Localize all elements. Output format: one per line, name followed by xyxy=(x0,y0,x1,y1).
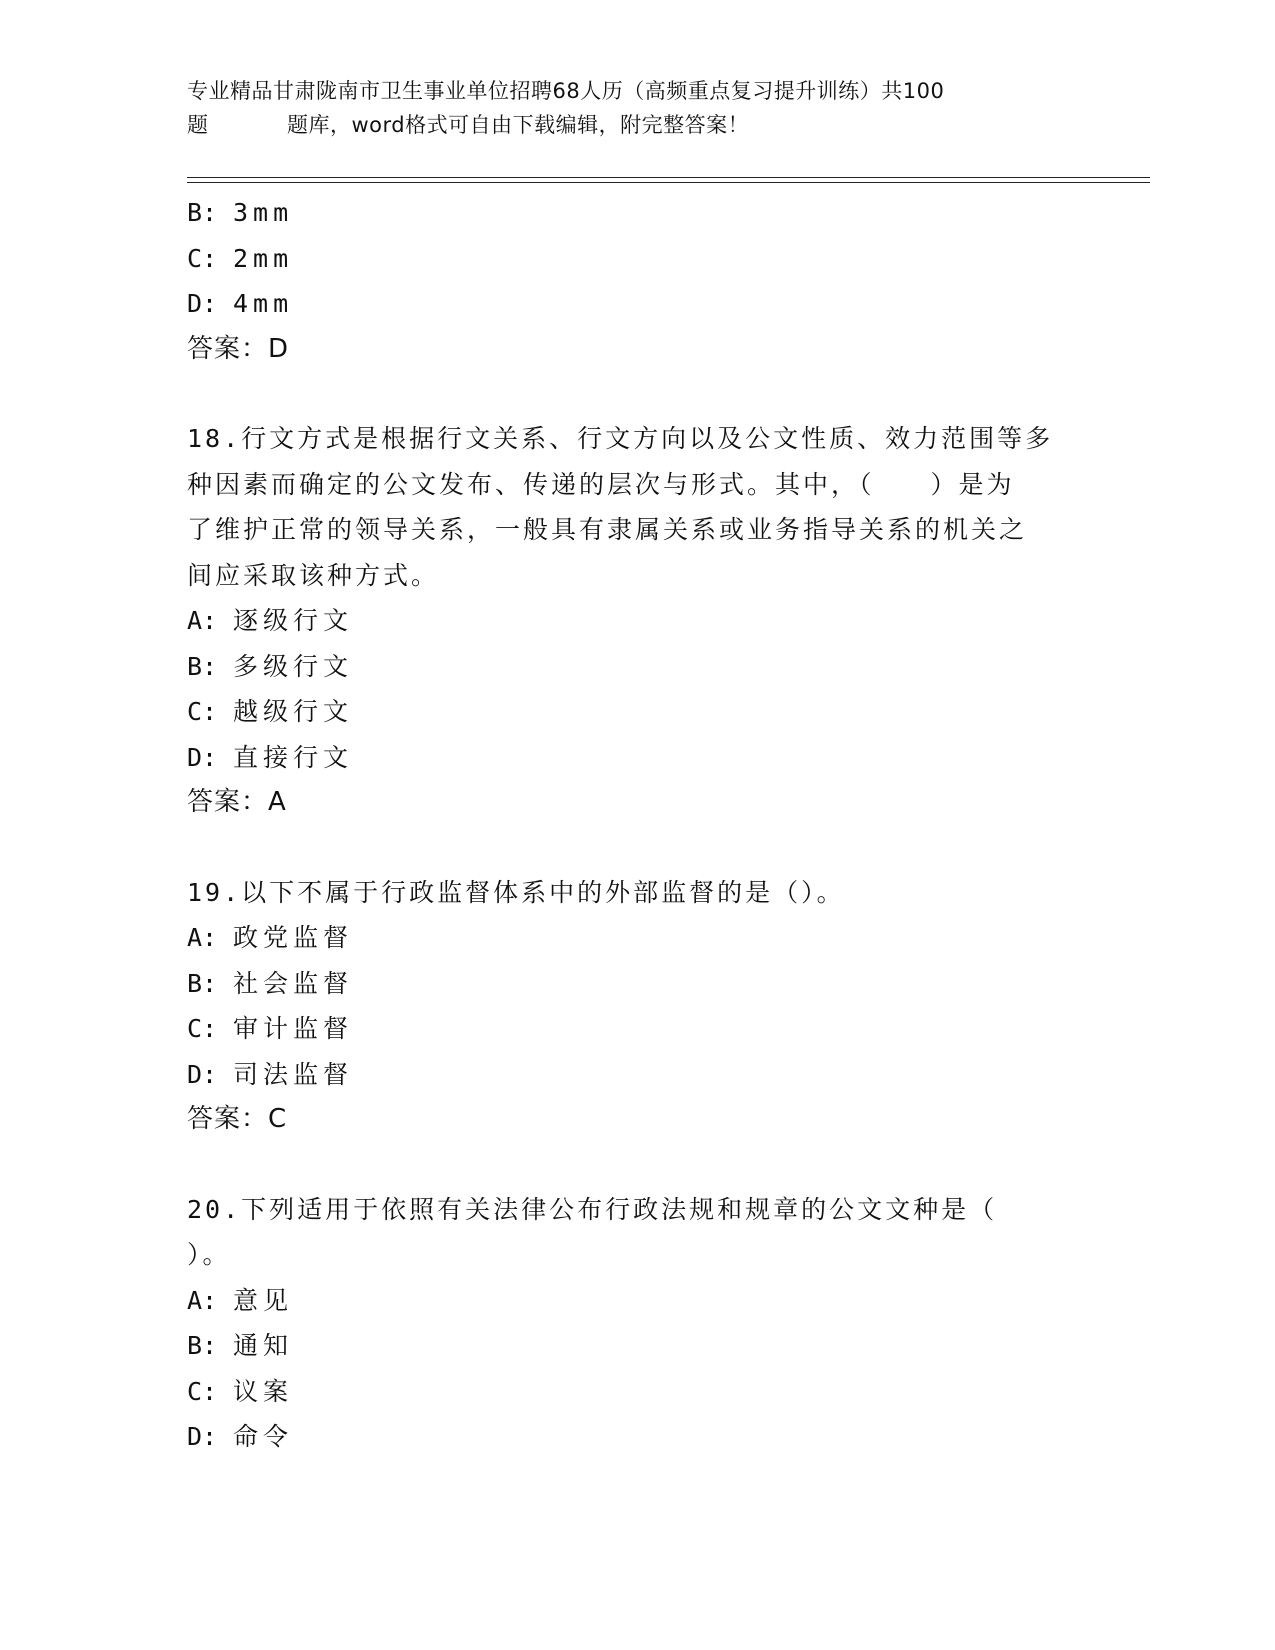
question-20-options xyxy=(187,1278,1087,1460)
question-17-answer: 答案：D xyxy=(187,333,290,364)
option-c xyxy=(187,1006,1087,1052)
option-letter: A: xyxy=(187,606,218,635)
option-letter: D: xyxy=(187,289,218,318)
question-19-answer: 答案：C xyxy=(187,1104,288,1134)
option-c xyxy=(187,1369,1087,1415)
option-c xyxy=(187,689,1087,735)
option-letter: B: xyxy=(187,1331,218,1360)
option-letter: D: xyxy=(187,1059,218,1089)
question-line: 20.下列适用于依照有关法律公布行政法规和规章的公文文种是（ xyxy=(187,1194,998,1224)
option-text: 3mm xyxy=(233,198,294,227)
option-text: 直接行文 xyxy=(233,742,354,772)
option-text: 通知 xyxy=(233,1331,294,1360)
option-d xyxy=(187,1052,1087,1098)
question-20-stem xyxy=(187,1187,1087,1278)
document-header xyxy=(187,74,1067,142)
option-b xyxy=(187,190,1087,236)
option-text: 4mm xyxy=(233,289,294,318)
question-19-options xyxy=(187,915,1087,1097)
question-17-options xyxy=(187,190,1087,327)
option-b xyxy=(187,961,1087,1007)
question-content xyxy=(187,190,1087,1460)
question-line: ）。 xyxy=(187,1240,231,1269)
option-letter: C: xyxy=(187,243,218,273)
option-text: 逐级行文 xyxy=(233,606,354,635)
option-letter: D: xyxy=(187,742,218,772)
header-subtitle: 题库，word格式可自由下载编辑，附完整答案！ xyxy=(287,113,750,137)
option-text: 2mm xyxy=(233,243,294,273)
question-line: 种因素而确定的公文发布、传递的层次与形式。其中，（ ）是为 xyxy=(187,469,1015,499)
option-text: 政党监督 xyxy=(233,923,354,952)
option-d xyxy=(187,281,1087,327)
option-letter: D: xyxy=(187,1422,218,1451)
option-a xyxy=(187,1278,1087,1324)
question-18-stem xyxy=(187,416,1087,598)
option-text: 议案 xyxy=(233,1376,294,1406)
question-line: 19.以下不属于行政监督体系中的外部监督的是（）。 xyxy=(187,877,845,907)
question-line: 间应采取该种方式。 xyxy=(187,560,440,590)
question-line: 了维护正常的领导关系，一般具有隶属关系或业务指导关系的机关之 xyxy=(187,515,1028,544)
option-b xyxy=(187,644,1087,690)
option-text: 命令 xyxy=(233,1422,294,1451)
option-text: 司法监督 xyxy=(233,1059,354,1089)
option-letter: A: xyxy=(187,1285,218,1315)
option-letter: B: xyxy=(187,198,218,227)
question-18-options xyxy=(187,598,1087,780)
option-d xyxy=(187,1414,1087,1460)
header-divider-secondary xyxy=(187,182,1150,183)
header-title-fragment: 题 xyxy=(187,113,209,137)
header-divider xyxy=(187,177,1150,178)
option-c xyxy=(187,236,1087,282)
question-18-answer: 答案：A xyxy=(187,787,287,817)
header-title-line1: 专业精品甘肃陇南市卫生事业单位招聘68人历（高频重点复习提升训练）共100 xyxy=(187,79,945,103)
option-letter: C: xyxy=(187,1014,218,1043)
option-letter: C: xyxy=(187,697,218,726)
option-letter: C: xyxy=(187,1376,218,1406)
question-19-stem xyxy=(187,870,1087,916)
option-letter: B: xyxy=(187,651,218,681)
option-text: 社会监督 xyxy=(233,968,354,998)
option-b xyxy=(187,1323,1087,1369)
option-letter: B: xyxy=(187,968,218,998)
option-text: 多级行文 xyxy=(233,651,354,681)
question-line: 18.行文方式是根据行文关系、行文方向以及公文性质、效力范围等多 xyxy=(187,424,1054,453)
option-d xyxy=(187,735,1087,781)
option-text: 审计监督 xyxy=(233,1014,354,1043)
option-text: 意见 xyxy=(233,1285,294,1315)
option-a xyxy=(187,915,1087,961)
option-text: 越级行文 xyxy=(233,697,354,726)
header-title-line2 xyxy=(187,108,1067,142)
option-letter: A: xyxy=(187,923,218,952)
option-a xyxy=(187,598,1087,644)
